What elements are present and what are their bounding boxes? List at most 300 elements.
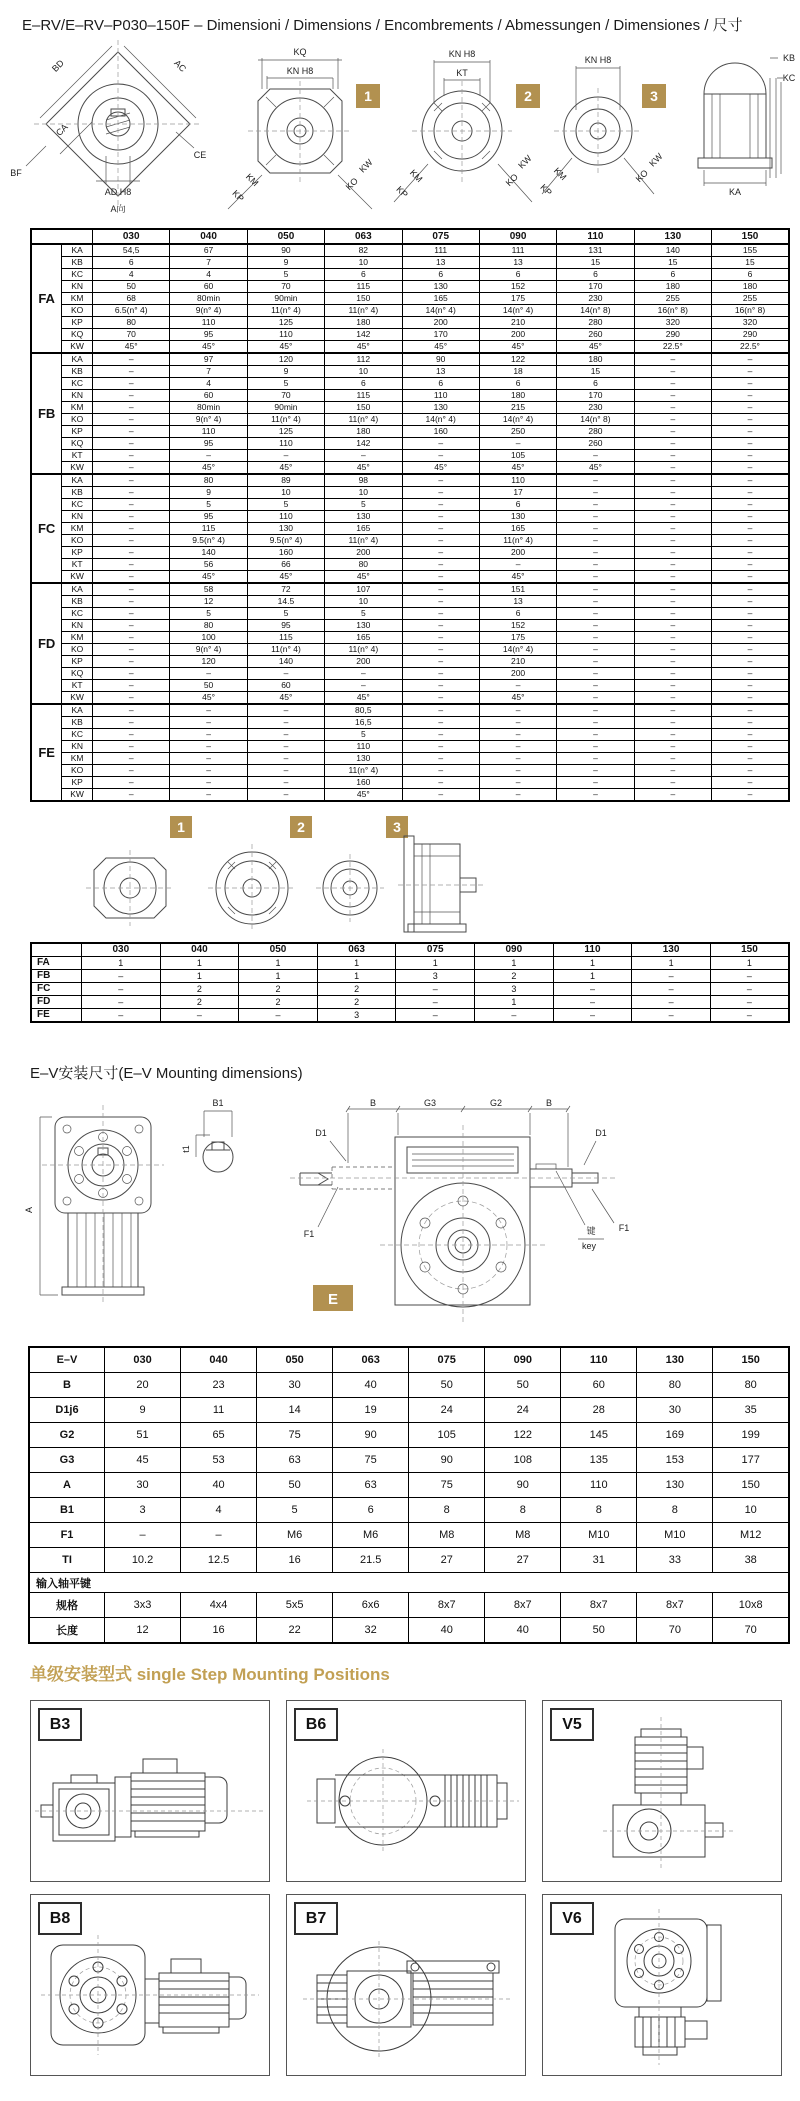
value-cell: – (632, 983, 711, 996)
dim-label-g2: G2 (489, 1098, 503, 1108)
value-cell: 11 (181, 1398, 257, 1423)
param-cell: KA (62, 583, 93, 596)
dim-row (31, 402, 789, 414)
ev-row (29, 1593, 789, 1618)
svg-text:2: 2 (297, 819, 305, 835)
panel-v5 (542, 1700, 782, 1882)
dim-row (31, 305, 789, 317)
param-cell: KW (62, 341, 93, 354)
dim-label-kw1: KW (357, 157, 375, 175)
value-cell: 120 (170, 656, 247, 668)
value-cell: 6 (479, 269, 556, 281)
value-cell: – (160, 1009, 239, 1023)
value-cell: 11(n° 4) (479, 535, 556, 547)
value-cell: 45° (247, 692, 324, 705)
value-cell: – (479, 559, 556, 571)
input-shaft-key-label: 输入轴平键 (29, 1573, 789, 1593)
row-label-cell: 规格 (29, 1593, 105, 1618)
value-cell: – (710, 970, 789, 983)
value-cell: 320 (634, 317, 711, 329)
value-cell: 12.5 (181, 1548, 257, 1573)
value-cell: 15 (557, 366, 634, 378)
dim-row (31, 378, 789, 390)
top-technical-drawing (0, 36, 800, 231)
value-cell: – (634, 571, 711, 584)
value-cell: 5x5 (257, 1593, 333, 1618)
value-cell: – (710, 1009, 789, 1023)
value-cell: – (557, 559, 634, 571)
value-cell: 90 (247, 244, 324, 257)
dim-row (31, 789, 789, 802)
value-cell: 5 (257, 1498, 333, 1523)
value-cell: – (634, 704, 711, 717)
value-cell: – (402, 535, 479, 547)
value-cell: – (93, 438, 170, 450)
value-cell: 45° (402, 462, 479, 475)
value-cell: 151 (479, 583, 556, 596)
value-cell: 51 (105, 1423, 181, 1448)
value-cell: 45° (479, 692, 556, 705)
param-cell: KN (62, 620, 93, 632)
value-cell: 27 (409, 1548, 485, 1573)
size-header-cell: 150 (712, 229, 790, 244)
value-cell: 10x8 (713, 1593, 789, 1618)
value-cell: – (712, 462, 790, 475)
value-cell: – (553, 1009, 632, 1023)
value-cell: 8x7 (485, 1593, 561, 1618)
dim-row (31, 366, 789, 378)
value-cell: – (634, 353, 711, 366)
value-cell: 9.5(n° 4) (247, 535, 324, 547)
value-cell: 30 (637, 1398, 713, 1423)
value-cell: – (712, 450, 790, 462)
value-cell: – (402, 741, 479, 753)
dim-row (31, 269, 789, 281)
value-cell: – (632, 1009, 711, 1023)
row-label-cell: FD (31, 996, 82, 1009)
value-cell: 260 (557, 329, 634, 341)
value-cell: 230 (557, 402, 634, 414)
value-cell: 10 (713, 1498, 789, 1523)
dim-label-ko2: KO (503, 171, 521, 189)
dim-label-ca: CA (53, 121, 70, 138)
value-cell: 45° (325, 571, 402, 584)
qty-row (31, 957, 789, 970)
value-cell: – (634, 414, 711, 426)
dim-row (31, 329, 789, 341)
value-cell: – (712, 741, 790, 753)
ev-header-cell: 075 (409, 1347, 485, 1373)
param-cell: KT (62, 680, 93, 692)
value-cell: 2 (317, 996, 396, 1009)
value-cell: – (710, 983, 789, 996)
value-cell: 45° (247, 571, 324, 584)
value-cell: 110 (170, 426, 247, 438)
value-cell: 200 (325, 656, 402, 668)
value-cell: 110 (247, 438, 324, 450)
param-cell: KO (62, 414, 93, 426)
value-cell: – (93, 632, 170, 644)
value-cell: – (170, 450, 247, 462)
svg-text:1: 1 (364, 88, 372, 104)
value-cell: 82 (325, 244, 402, 257)
value-cell: – (93, 426, 170, 438)
value-cell: – (93, 620, 170, 632)
value-cell: 45° (325, 462, 402, 475)
value-cell: – (553, 983, 632, 996)
value-cell: 200 (479, 547, 556, 559)
qty-row (31, 996, 789, 1009)
value-cell: – (712, 511, 790, 523)
value-cell: 6.5(n° 4) (93, 305, 170, 317)
row-label-cell: FA (31, 957, 82, 970)
value-cell: 45° (557, 462, 634, 475)
value-cell: – (557, 765, 634, 777)
dim-row (31, 523, 789, 535)
dim-row (31, 317, 789, 329)
value-cell: – (712, 474, 790, 487)
value-cell: 97 (170, 353, 247, 366)
param-cell: KP (62, 777, 93, 789)
dim-label-kq: KQ (293, 47, 307, 57)
value-cell: 50 (257, 1473, 333, 1498)
dim-row (31, 668, 789, 680)
value-cell: – (557, 729, 634, 741)
value-cell: 6 (634, 269, 711, 281)
param-cell: KN (62, 390, 93, 402)
value-cell: – (479, 729, 556, 741)
value-cell: 130 (402, 402, 479, 414)
param-cell: KM (62, 753, 93, 765)
value-cell: – (712, 692, 790, 705)
value-cell: 1 (396, 957, 475, 970)
value-cell: – (402, 438, 479, 450)
dim-row (31, 426, 789, 438)
param-cell: KO (62, 535, 93, 547)
value-cell: – (557, 535, 634, 547)
panel-b8 (30, 1894, 270, 2076)
value-cell: 45° (479, 341, 556, 354)
value-cell: 33 (637, 1548, 713, 1573)
value-cell: – (181, 1523, 257, 1548)
value-cell: M10 (561, 1523, 637, 1548)
value-cell: 50 (409, 1373, 485, 1398)
value-cell: 45° (170, 462, 247, 475)
value-cell: 130 (247, 523, 324, 535)
value-cell: – (712, 644, 790, 656)
value-cell: 200 (479, 668, 556, 680)
value-cell: 14(n° 4) (479, 414, 556, 426)
value-cell: – (712, 656, 790, 668)
value-cell: – (93, 765, 170, 777)
value-cell: 70 (247, 390, 324, 402)
value-cell: 177 (713, 1448, 789, 1473)
corner-cell (31, 229, 93, 244)
value-cell: – (93, 378, 170, 390)
value-cell: 7 (170, 257, 247, 269)
dim-row (31, 535, 789, 547)
param-cell: KT (62, 450, 93, 462)
dim-label-d1-right: D1 (595, 1128, 607, 1138)
value-cell: – (634, 402, 711, 414)
size-header-cell: 040 (160, 943, 239, 957)
value-cell: – (402, 753, 479, 765)
row-label-cell: B (29, 1373, 105, 1398)
value-cell: 6 (479, 499, 556, 511)
value-cell: 80 (325, 559, 402, 571)
value-cell: – (634, 753, 711, 765)
value-cell: 6 (557, 269, 634, 281)
value-cell: – (712, 717, 790, 729)
value-cell: 260 (557, 438, 634, 450)
row-label-cell: G3 (29, 1448, 105, 1473)
value-cell: 10 (325, 366, 402, 378)
value-cell: 75 (409, 1473, 485, 1498)
value-cell: 58 (170, 583, 247, 596)
value-cell: – (247, 717, 324, 729)
value-cell: – (93, 729, 170, 741)
value-cell: 100 (170, 632, 247, 644)
ev-header-cell: E–V (29, 1347, 105, 1373)
value-cell: – (557, 717, 634, 729)
value-cell: 152 (479, 281, 556, 293)
value-cell: – (557, 450, 634, 462)
value-cell: 290 (634, 329, 711, 341)
value-cell: 24 (409, 1398, 485, 1423)
value-cell: 122 (479, 353, 556, 366)
value-cell: 175 (479, 632, 556, 644)
value-cell: 110 (247, 511, 324, 523)
value-cell: – (712, 571, 790, 584)
panel-b7 (286, 1894, 526, 2076)
value-cell: – (634, 608, 711, 620)
value-cell: 140 (170, 547, 247, 559)
value-cell: 18 (479, 366, 556, 378)
value-cell: – (712, 366, 790, 378)
value-cell: – (557, 753, 634, 765)
value-cell: M8 (485, 1523, 561, 1548)
ev-header-cell: 090 (485, 1347, 561, 1373)
value-cell: 10 (325, 487, 402, 499)
value-cell: 2 (160, 996, 239, 1009)
value-cell: – (634, 474, 711, 487)
value-cell: – (170, 777, 247, 789)
group-cell: FB (31, 353, 62, 474)
value-cell: – (93, 692, 170, 705)
value-cell: 11(n° 4) (325, 535, 402, 547)
value-cell: 20 (105, 1373, 181, 1398)
value-cell: – (170, 753, 247, 765)
value-cell: 80 (170, 474, 247, 487)
value-cell: – (105, 1523, 181, 1548)
value-cell: – (247, 765, 324, 777)
value-cell: – (634, 535, 711, 547)
param-cell: KN (62, 741, 93, 753)
value-cell: 15 (712, 257, 790, 269)
ev-header-cell: 040 (181, 1347, 257, 1373)
value-cell: 3 (105, 1498, 181, 1523)
value-cell: 4 (170, 269, 247, 281)
row-label-cell: G2 (29, 1423, 105, 1448)
value-cell: – (712, 583, 790, 596)
value-cell: 65 (181, 1423, 257, 1448)
value-cell: 72 (247, 583, 324, 596)
value-cell: – (247, 777, 324, 789)
value-cell: – (634, 741, 711, 753)
value-cell: – (402, 487, 479, 499)
value-cell: 2 (475, 970, 554, 983)
value-cell: 45 (105, 1448, 181, 1473)
dim-label-ka: KA (728, 187, 742, 197)
value-cell: – (82, 1009, 161, 1023)
dim-label-kn1: KN H8 (286, 66, 314, 76)
value-cell: 45° (170, 692, 247, 705)
value-cell: 180 (712, 281, 790, 293)
dim-label-kw2: KW (516, 153, 534, 171)
value-cell: 95 (170, 438, 247, 450)
param-cell: KP (62, 656, 93, 668)
value-cell: M6 (333, 1523, 409, 1548)
value-cell: – (712, 789, 790, 802)
svg-text:3: 3 (650, 88, 658, 104)
value-cell: 90 (409, 1448, 485, 1473)
value-cell: 30 (105, 1473, 181, 1498)
param-cell: KN (62, 511, 93, 523)
value-cell: – (93, 753, 170, 765)
param-cell: KO (62, 305, 93, 317)
param-cell: KC (62, 378, 93, 390)
value-cell: 45° (93, 341, 170, 354)
value-cell: – (402, 789, 479, 802)
value-cell: 45° (557, 341, 634, 354)
value-cell: 165 (402, 293, 479, 305)
value-cell: – (247, 450, 324, 462)
value-cell: – (93, 523, 170, 535)
value-cell: – (402, 547, 479, 559)
value-cell: – (712, 426, 790, 438)
size-header-cell: 063 (325, 229, 402, 244)
value-cell: – (93, 571, 170, 584)
value-cell: 152 (479, 620, 556, 632)
svg-text:1: 1 (177, 819, 185, 835)
value-cell: 95 (247, 620, 324, 632)
value-cell: 6 (557, 378, 634, 390)
value-cell: – (634, 717, 711, 729)
value-cell: 50 (93, 281, 170, 293)
dim-row (31, 353, 789, 366)
value-cell: 5 (247, 269, 324, 281)
dim-row (31, 511, 789, 523)
value-cell: 27 (485, 1548, 561, 1573)
size-header-cell: 090 (475, 943, 554, 957)
value-cell: – (170, 668, 247, 680)
qty-row (31, 983, 789, 996)
dim-row (31, 596, 789, 608)
value-cell: – (93, 487, 170, 499)
dim-row (31, 293, 789, 305)
value-cell: 40 (485, 1618, 561, 1644)
value-cell: 45° (247, 462, 324, 475)
param-cell: KM (62, 293, 93, 305)
value-cell: – (170, 717, 247, 729)
value-cell: – (634, 765, 711, 777)
value-cell: 95 (170, 329, 247, 341)
value-cell: – (402, 680, 479, 692)
row-label-cell: D1j6 (29, 1398, 105, 1423)
ev-row (29, 1618, 789, 1644)
value-cell: – (93, 596, 170, 608)
value-cell: 8 (485, 1498, 561, 1523)
value-cell: 200 (402, 317, 479, 329)
value-cell: 15 (557, 257, 634, 269)
value-cell: 16 (257, 1548, 333, 1573)
size-header-row (31, 943, 789, 957)
value-cell: 215 (479, 402, 556, 414)
value-cell: 75 (333, 1448, 409, 1473)
value-cell: – (239, 1009, 318, 1023)
value-cell: 6 (325, 378, 402, 390)
param-cell: KM (62, 402, 93, 414)
value-cell: 130 (325, 511, 402, 523)
value-cell: 11(n° 4) (325, 765, 402, 777)
value-cell: – (712, 729, 790, 741)
dim-row (31, 414, 789, 426)
value-cell: 90 (333, 1423, 409, 1448)
ev-row (29, 1398, 789, 1423)
value-cell: – (557, 668, 634, 680)
value-cell: 10 (325, 257, 402, 269)
value-cell: 11(n° 4) (325, 305, 402, 317)
shaft-keyway-detail (203, 1142, 233, 1172)
value-cell: 255 (712, 293, 790, 305)
value-cell: – (557, 656, 634, 668)
corner-cell (31, 943, 82, 957)
value-cell: 13 (402, 366, 479, 378)
value-cell: – (634, 777, 711, 789)
value-cell: – (557, 583, 634, 596)
value-cell: 130 (637, 1473, 713, 1498)
svg-text:3: 3 (393, 819, 401, 835)
view-label-a: A向 (110, 204, 126, 214)
value-cell: 130 (402, 281, 479, 293)
value-cell: 170 (402, 329, 479, 341)
value-cell: 165 (479, 523, 556, 535)
param-cell: KW (62, 571, 93, 584)
value-cell: – (325, 668, 402, 680)
value-cell: 56 (170, 559, 247, 571)
size-header-cell: 075 (396, 943, 475, 957)
value-cell: 199 (713, 1423, 789, 1448)
value-cell: – (634, 366, 711, 378)
value-cell: 9(n° 4) (170, 644, 247, 656)
value-cell: 14 (257, 1398, 333, 1423)
param-cell: KW (62, 462, 93, 475)
value-cell: 1 (160, 957, 239, 970)
value-cell: 3 (396, 970, 475, 983)
value-cell: 125 (247, 426, 324, 438)
value-cell: 200 (325, 547, 402, 559)
ev-mounting-drawing (0, 1095, 800, 1343)
value-cell: – (93, 499, 170, 511)
value-cell: 14(n° 4) (402, 414, 479, 426)
value-cell: – (557, 487, 634, 499)
value-cell: 180 (325, 426, 402, 438)
value-cell: 16 (181, 1618, 257, 1644)
value-cell: – (402, 608, 479, 620)
value-cell: – (247, 789, 324, 802)
value-cell: 8x7 (637, 1593, 713, 1618)
value-cell: – (712, 353, 790, 366)
